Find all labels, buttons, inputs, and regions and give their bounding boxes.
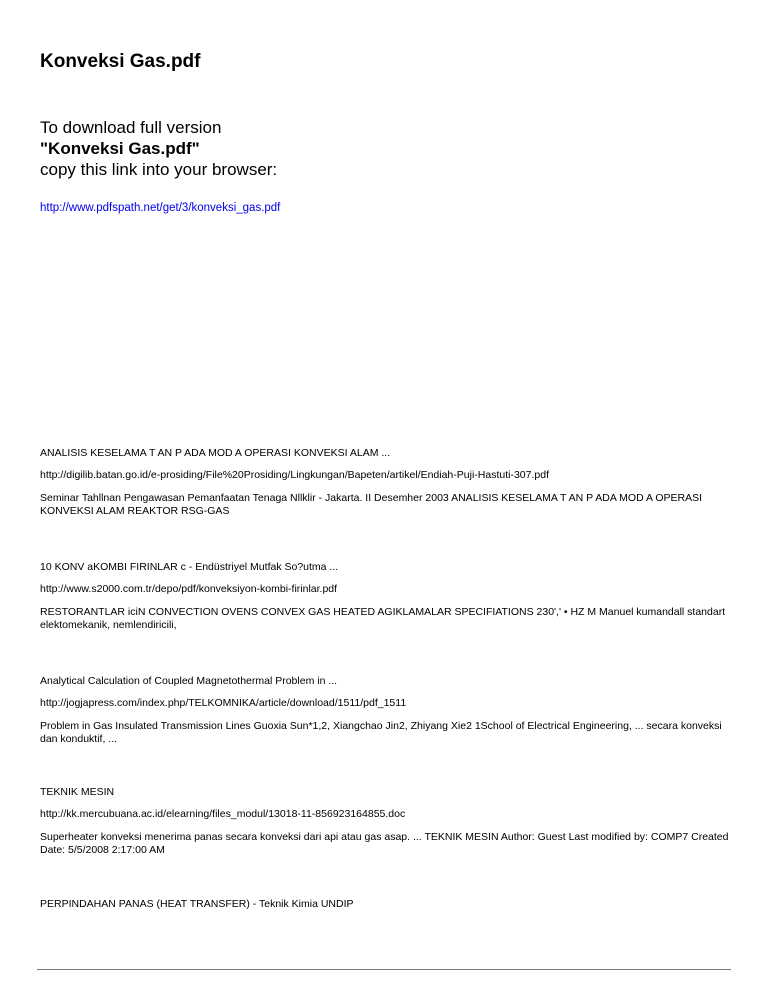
result-item — [40, 675, 740, 746]
result-url: http://kk.mercubuana.ac.id/elearning/files_modul/13018-11-856923164855.doc — [40, 808, 406, 820]
result-url: http://jogjapress.com/index.php/TELKOMNIKA/article/download/1511/pdf_1511 — [40, 697, 407, 709]
result-snippet: Problem in Gas Insulated Transmission Lines Guoxia Sun*1,2, Xiangchao Jin2, Zhiyang Xie2 1School of Electrical Engineering, ... secara konveksi dan konduktif, ... — [40, 720, 722, 745]
intro-line-1: To download full version — [40, 118, 222, 137]
document-title: Konveksi Gas.pdf — [40, 51, 201, 72]
footer-divider — [37, 969, 731, 970]
download-link[interactable]: http://www.pdfspath.net/get/3/konveksi_gas.pdf — [40, 202, 281, 214]
result-item — [40, 786, 740, 857]
result-snippet: RESTORANTLAR iciN CONVECTION OVENS CONVEX GAS HEATED AGIKLAMALAR SPECIFIATIONS 230',' • HZ M Manuel kumandall standart elektomekanik, nemlendiricili, — [40, 606, 726, 631]
result-title: TEKNIK MESIN — [40, 786, 115, 798]
result-item — [40, 561, 740, 632]
result-title: Analytical Calculation of Coupled Magnetothermal Problem in ... — [40, 675, 338, 687]
result-snippet: Superheater konveksi menerima panas secara konveksi dari api atau gas asap. ... TEKNIK MESIN Author: Guest Last modified by: COMP7 Created Date: 5/5/2008 2:17:00 AM — [40, 831, 729, 856]
result-title: ANALISIS KESELAMA T AN P ADA MOD A OPERASI KONVEKSI ALAM ... — [40, 447, 391, 459]
result-item — [40, 898, 740, 920]
intro-line-3: copy this link into your browser: — [40, 160, 278, 179]
result-url: http://www.s2000.com.tr/depo/pdf/konveksiyon-kombi-firinlar.pdf — [40, 583, 338, 595]
download-intro — [40, 117, 277, 180]
result-title: PERPINDAHAN PANAS (HEAT TRANSFER) - Teknik Kimia UNDIP — [40, 898, 354, 910]
result-snippet: Seminar Tahllnan Pengawasan Pemanfaatan Tenaga Nllklir - Jakarta. II Desemher 2003 ANALISIS KESELAMA T AN P ADA MOD A OPERASI KONVEKSI ALAM REAKTOR RSG-GAS — [40, 492, 703, 517]
intro-filename: "Konveksi Gas.pdf" — [40, 139, 200, 158]
result-title: 10 KONV aKOMBI FIRINLAR c - Endüstriyel Mutfak So?utma ... — [40, 561, 339, 573]
result-url: http://digilib.batan.go.id/e-prosiding/File%20Prosiding/Lingkungan/Bapeten/artikel/Endiah-Puji-Hastuti-307.pdf — [40, 469, 549, 481]
result-item — [40, 447, 740, 518]
